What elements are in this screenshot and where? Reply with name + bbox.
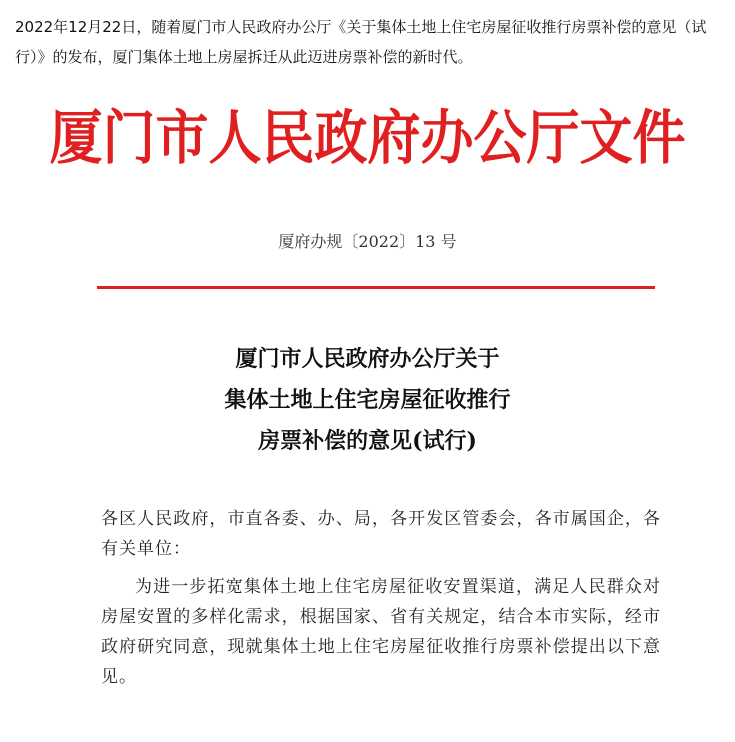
document-title-line-1: 厦门市人民政府办公厅关于 [235, 346, 500, 372]
document-masthead: 厦门市人民政府办公厅文件 [49, 103, 686, 173]
red-divider-line [97, 286, 655, 289]
document-number: 厦府办规〔2022〕13 号 [278, 232, 457, 251]
document-body [101, 504, 661, 692]
document-title [0, 339, 735, 462]
body-paragraph: 为进一步拓宽集体土地上住宅房屋征收安置渠道，满足人民群众对房屋安置的多样化需求，根据国家、省有关规定，结合本市实际，经市政府研究同意，现就集体土地上住宅房屋征收推行房票补偿提出以下意见。 [101, 577, 661, 687]
document-title-line-2: 集体土地上住宅房屋征收推行 [224, 387, 511, 413]
intro-text: 2022年12月22日，随着厦门市人民政府办公厅《关于集体土地上住宅房屋征收推行房票补偿的意见（试行）》的发布，厦门集体土地上房屋拆迁从此迈进房票补偿的新时代。 [15, 18, 707, 66]
document-title-line-3: 房票补偿的意见(试行) [258, 428, 477, 454]
addressee-greeting: 各区人民政府，市直各委、办、局，各开发区管委会，各市属国企，各有关单位： [101, 509, 661, 559]
